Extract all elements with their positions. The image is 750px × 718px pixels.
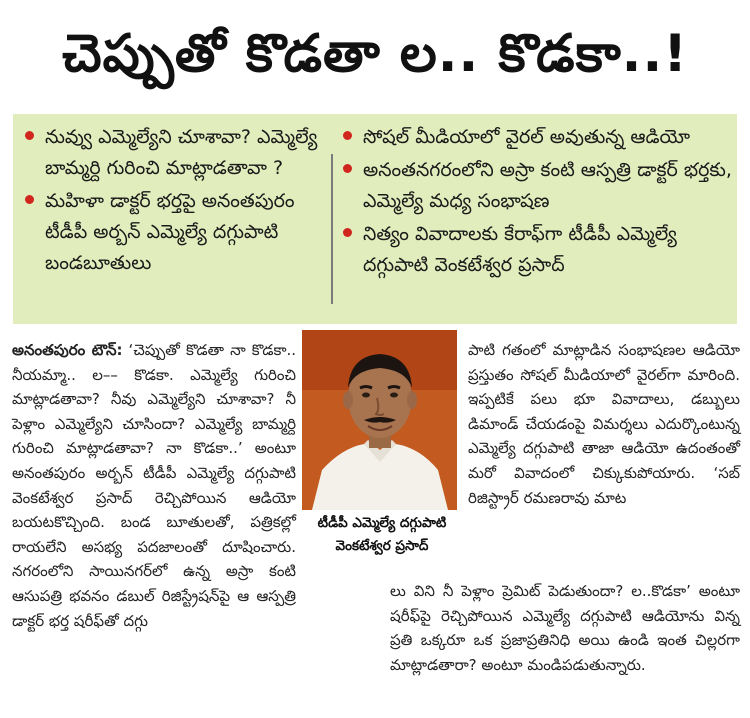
mla-photo — [302, 330, 457, 510]
article-column-2: పాటి గతంలో మాట్లాడిన సంభాషణల ఆడియో ప్రస్తుతం సోషల్ మీడియాలో వైరల్‌గా మారింది. ఇప్పటికే పలు భూ వివాదాలు, డబ్బులు డిమాండ్ చేయడంపై విమర్శలు ఎదుర్కొంటున్న ఎమ్మెల్యే దగ్గుపాటి తాజా ఆడియో ఉదంతంతో మరో వివాదంలో చిక్కుకుపోయారు. ‘సబ్ రిజిస్ట్రార్ రమణరావు మాట — [468, 341, 740, 507]
photo-caption: టీడీపీ ఎమ్మెల్యే దగ్గుపాటి వెంకటేశ్వర ప్రసాద్ — [317, 515, 447, 554]
highlight-text: నిత్యం వివాదాలకు కేరాఫ్‌గా టీడీపీ ఎమ్మెల్యే దగ్గుపాటి వెంకటేశ్వర ప్రసాద్ — [363, 223, 677, 276]
bullet-icon — [25, 131, 34, 140]
highlight-text: మహిళా డాక్టర్ భర్తపై అనంతపురం టీడీపీ అర్బన్ ఎమ్మెల్యే దగ్గుపాటి బండబూతులు — [45, 190, 295, 274]
highlights-left-column — [25, 122, 325, 318]
portrait-illustration — [302, 330, 457, 510]
highlight-item — [343, 122, 733, 153]
article-column-1 — [12, 338, 296, 633]
bullet-icon — [343, 164, 352, 173]
headline: చెప్పుతో కొడతా ల.. కొడకా..! — [62, 24, 688, 84]
column-divider — [331, 154, 333, 304]
bullet-icon — [343, 228, 352, 237]
highlight-text: నువ్వు ఎమ్మెల్యేని చూశావా? ఎమ్మెల్యే బామ్మర్ది గురించి మాట్లాడతావా ? — [45, 126, 318, 179]
bullet-icon — [25, 195, 34, 204]
article-text-1: ‘చెప్పుతో కొడతా నా కొడకా.. నీయమ్మా.. ల–– కొడకా. ఎమ్మెల్యే గురించి మాట్లాడతావా? నీవు ఎమ్మెల్యేని చూశావా? నీ పెళ్లాం ఎమ్మెల్యేని చూసిందా? ఎమ్మెల్యే బామ్మర్ది గురించి మాట్లాడతావా? నా కొడకా..’ అంటూ అనంతపురం అర్బన్ టీడీపీ ఎమ్మెల్యే దగ్గుపాటి వెంకటేశ్వర ప్రసాద్ రెచ్చిపోయిన ఆడియో బయటకొచ్చింది. బండ బూతులతో, పత్రికల్లో రాయలేని అసభ్య పదజాలంతో దూషించారు. నగరంలోని సాయినగర్‌లో ఉన్న అస్రా కంటి ఆసుపత్రి భవనం డబుల్ రిజిస్ట్రేషన్‌పై ఆ ఆస్పత్రి డాక్టర్ భర్త షరీఫ్‌తో దగ్గు — [12, 341, 296, 630]
dateline: అనంతపురం టౌన్: — [12, 341, 123, 359]
highlight-item — [25, 186, 325, 279]
article-column-3: లు విని నీ పెళ్లాం ప్రెమిట్ పెడుతుందా? ల..కొడకా’ అంటూ షరీఫ్‌పై రెచ్చిపోయిన ఎమ్మెల్యే దగ్గుపాటి ఆడియోను విన్న ప్రతి ఒక్కరూ ఒక ప్రజాప్రతినిధి అయి ఉండి ఇంత చిల్లరగా మాట్లాడతారా? అంటూ మండిపడుతున్నారు. — [390, 582, 740, 674]
highlight-item — [343, 155, 733, 217]
highlights-box — [13, 114, 737, 324]
highlight-item — [343, 219, 733, 281]
bullet-icon — [343, 131, 352, 140]
highlight-item — [25, 122, 325, 184]
highlight-text: అనంతనగరంలోని అస్రా కంటి ఆస్పత్రి డాక్టర్ భర్తకు, ఎమ్మెల్యే మధ్య సంభాషణ — [363, 159, 732, 212]
highlight-text: సోషల్ మీడియాలో వైరల్ అవుతున్న ఆడియో — [363, 126, 691, 148]
highlights-right-column — [343, 122, 733, 318]
